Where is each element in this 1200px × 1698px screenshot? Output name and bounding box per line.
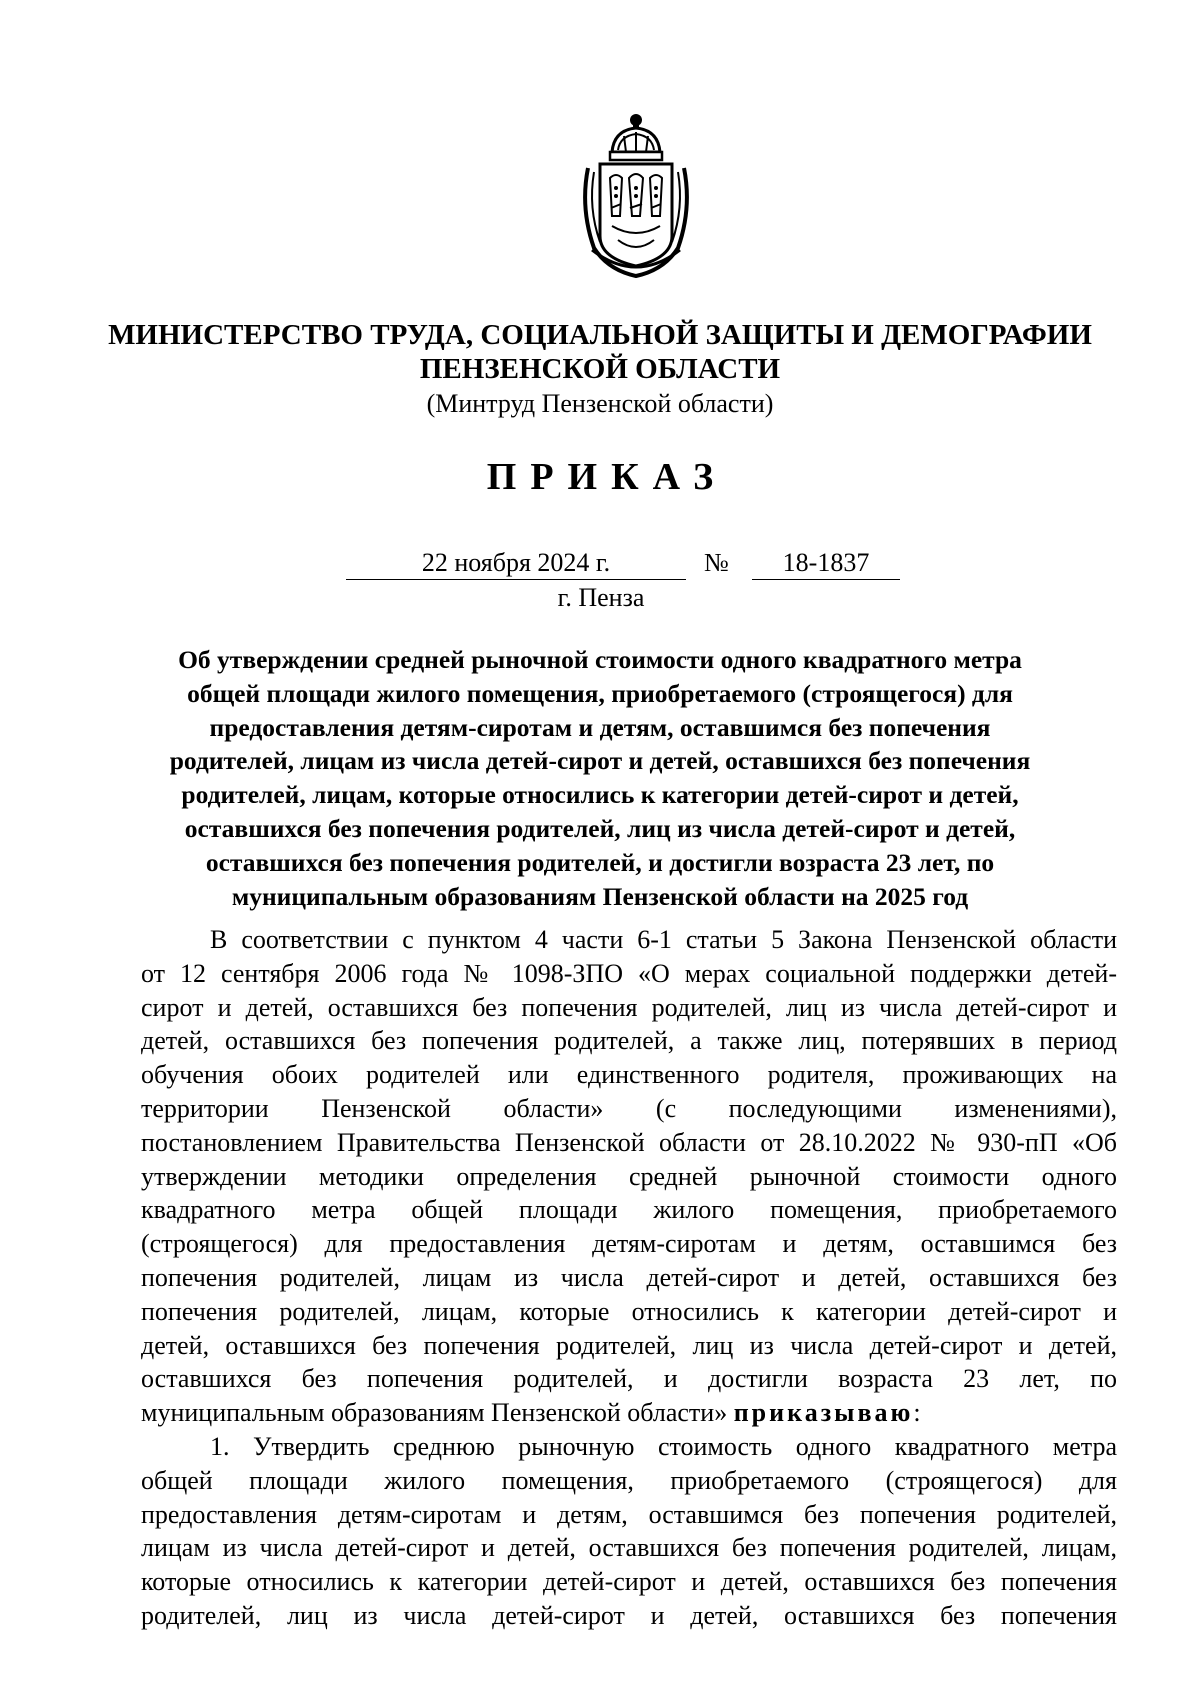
subject-line: муниципальным образованиям Пензенской области на 2025 год: [231, 881, 969, 911]
preamble-line: (строящегося) для предоставления детям-сиротам и детям, оставшимся без: [141, 1229, 1117, 1259]
order-city: г. Пенза: [557, 583, 645, 612]
order-date: 22 ноября 2024 г.: [346, 547, 686, 580]
subject-line: оставшихся без попечения родителей, и достигли возраста 23 лет, по: [205, 847, 995, 877]
item1-line: общей площади жилого помещения, приобретаемого (строящегося) для: [141, 1465, 1117, 1495]
ministry-name-line2: ПЕНЗЕНСКОЙ ОБЛАСТИ: [419, 353, 781, 385]
item1-line: которые относились к категории детей-сирот и детей, оставшихся без попечения: [141, 1567, 1117, 1597]
preamble-last-text: муниципальным образованиям Пензенской области»: [141, 1398, 728, 1428]
order-subject: [150, 643, 1050, 913]
preamble-line: детей, оставшихся без попечения родителей, а также лиц, потерявших в период: [141, 1026, 1117, 1056]
preamble-line: оставшихся без попечения родителей, и достигли возраста 23 лет, по: [141, 1364, 1117, 1394]
preamble-line: квадратного метра общей площади жилого помещения, приобретаемого: [141, 1195, 1117, 1225]
order-number: 18-1837: [752, 547, 900, 580]
preamble-line: утверждении методики определения средней рыночной стоимости одного: [141, 1161, 1117, 1191]
subject-line: Об утверждении средней рыночной стоимости одного квадратного метра: [178, 645, 1022, 674]
preamble-line: В соответствии с пунктом 4 части 6-1 статьи 5 Закона Пензенской области: [210, 925, 1117, 954]
preamble-line: от 12 сентября 2006 года № 1098-ЗПО «О мерах социальной поддержки детей-: [141, 958, 1117, 988]
subject-line: оставшихся без попечения родителей, лиц из числа детей-сирот и детей,: [184, 813, 1016, 843]
order-number-sign: №: [704, 548, 729, 577]
order-title: ПРИКАЗ: [486, 456, 728, 498]
preamble-line: попечения родителей, лицам, которые относились к категории детей-сирот и: [141, 1296, 1117, 1326]
preamble-line: постановлением Правительства Пензенской области от 28.10.2022 № 930-пП «Об: [141, 1127, 1117, 1157]
preamble-line: детей, оставшихся без попечения родителей, лиц из числа детей-сирот и детей,: [141, 1330, 1117, 1360]
item1-line: лицам из числа детей-сирот и детей, оставшихся без попечения родителей, лицам,: [141, 1533, 1117, 1563]
item1-line: предоставления детям-сиротам и детям, оставшимся без попечения родителей,: [141, 1499, 1117, 1529]
preamble-line: обучения обоих родителей или единственного родителя, проживающих на: [141, 1060, 1117, 1090]
subject-line: предоставления детям-сиротам и детям, оставшимся без попечения: [209, 712, 991, 742]
subject-line: общей площади жилого помещения, приобретаемого (строящегося) для: [187, 678, 1013, 708]
subject-line: родителей, лицам, которые относились к категории детей-сирот и детей,: [181, 780, 1019, 810]
subject-line: родителей, лицам из числа детей-сирот и детей, оставшихся без попечения: [169, 746, 1031, 776]
order-colon: :: [913, 1398, 921, 1428]
preamble-line: попечения родителей, лицам из числа детей-сирот и детей, оставшихся без: [141, 1262, 1117, 1292]
order-word: приказываю: [733, 1398, 914, 1428]
preamble-line: сирот и детей, оставшихся без попечения родителей, лиц из числа детей-сирот и: [141, 992, 1117, 1022]
ministry-name-line1: МИНИСТЕРСТВО ТРУДА, СОЦИАЛЬНОЙ ЗАЩИТЫ И ДЕМОГРАФИИ: [108, 319, 1092, 351]
order-body: [141, 923, 1117, 1633]
item1-line: родителей, лиц из числа детей-сирот и детей, оставшихся без попечения: [141, 1600, 1117, 1630]
coat-of-arms-emblem: [578, 108, 694, 278]
item1-line: 1. Утвердить среднюю рыночную стоимость одного квадратного метра: [210, 1431, 1117, 1461]
preamble-last-line: [141, 1396, 1117, 1430]
preamble-line: территории Пензенской области» (с последующими изменениями),: [141, 1093, 1117, 1123]
ministry-short-name: (Минтруд Пензенской области): [426, 389, 774, 418]
